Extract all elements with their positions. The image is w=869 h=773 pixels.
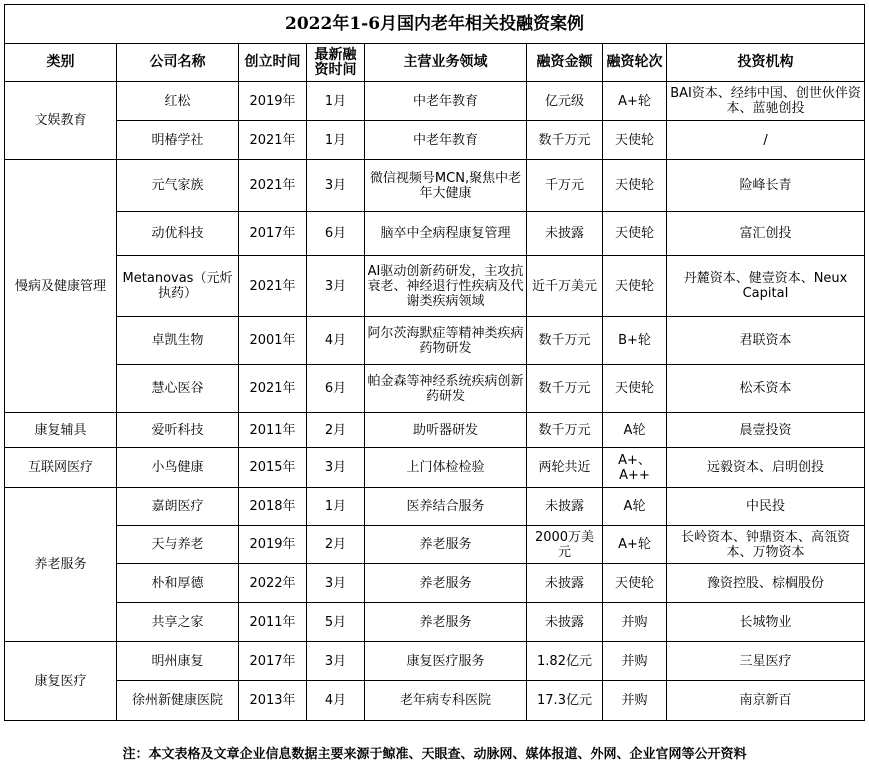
business-area: 养老服务 (365, 526, 527, 564)
latest-financing-month: 3月 (307, 564, 365, 603)
header-company: 公司名称 (117, 44, 239, 82)
company-name: 共享之家 (117, 603, 239, 642)
table-row (5, 526, 865, 564)
financing-amount: 千万元 (527, 160, 603, 212)
investors: 南京新百 (667, 681, 865, 721)
table-row (5, 603, 865, 642)
business-area: 帕金森等神经系统疾病创新药研发 (365, 365, 527, 413)
investors: 松禾资本 (667, 365, 865, 413)
business-area: 养老服务 (365, 603, 527, 642)
company-name: 卓凯生物 (117, 317, 239, 365)
financing-amount: 未披露 (527, 564, 603, 603)
founded-year: 2001年 (239, 317, 307, 365)
investors: 远毅资本、启明创投 (667, 448, 865, 488)
table-row (5, 160, 865, 212)
financing-amount: 近千万美元 (527, 256, 603, 317)
financing-round: 并购 (603, 603, 667, 642)
header-amount: 融资金额 (527, 44, 603, 82)
company-name: 元气家族 (117, 160, 239, 212)
investors: / (667, 121, 865, 160)
header-latest-financing: 最新融资时间 (307, 44, 365, 82)
company-name: 徐州新健康医院 (117, 681, 239, 721)
header-founded: 创立时间 (239, 44, 307, 82)
table-body (5, 82, 865, 721)
financing-amount: 1.82亿元 (527, 642, 603, 681)
investors: 长岭资本、钟鼎资本、高瓴资本、万物资本 (667, 526, 865, 564)
investors: 长城物业 (667, 603, 865, 642)
business-area: 中老年教育 (365, 82, 527, 121)
financing-amount: 数千万元 (527, 121, 603, 160)
investors: 富汇创投 (667, 212, 865, 256)
category-cell: 康复医疗 (5, 642, 117, 721)
table-row (5, 365, 865, 413)
category-cell: 慢病及健康管理 (5, 160, 117, 413)
business-area: 医养结合服务 (365, 488, 527, 526)
business-area: 脑卒中全病程康复管理 (365, 212, 527, 256)
business-area: 微信视频号MCN,聚焦中老年大健康 (365, 160, 527, 212)
financing-round: 天使轮 (603, 564, 667, 603)
financing-round: 天使轮 (603, 121, 667, 160)
financing-round: A轮 (603, 488, 667, 526)
header-investors: 投资机构 (667, 44, 865, 82)
financing-amount: 2000万美元 (527, 526, 603, 564)
financing-amount: 两轮共近 (527, 448, 603, 488)
footnote (0, 743, 869, 762)
founded-year: 2017年 (239, 212, 307, 256)
business-area: 康复医疗服务 (365, 642, 527, 681)
financing-amount: 未披露 (527, 212, 603, 256)
investors: 豫资控股、棕榈股份 (667, 564, 865, 603)
company-name: 嘉朗医疗 (117, 488, 239, 526)
financing-amount: 未披露 (527, 603, 603, 642)
header-round: 融资轮次 (603, 44, 667, 82)
financing-amount: 数千万元 (527, 365, 603, 413)
company-name: 爱听科技 (117, 413, 239, 448)
founded-year: 2022年 (239, 564, 307, 603)
financing-round: A轮 (603, 413, 667, 448)
financing-amount: 17.3亿元 (527, 681, 603, 721)
founded-year: 2019年 (239, 82, 307, 121)
table-row (5, 448, 865, 488)
table-row (5, 256, 865, 317)
investment-table (4, 4, 865, 721)
investors: 丹麓资本、健壹资本、Neux CapitaI (667, 256, 865, 317)
financing-round: A+轮 (603, 526, 667, 564)
company-name: 朴和厚德 (117, 564, 239, 603)
latest-financing-month: 1月 (307, 82, 365, 121)
business-area: 阿尔茨海默症等精神类疾病药物研发 (365, 317, 527, 365)
table-row (5, 642, 865, 681)
financing-round: 并购 (603, 681, 667, 721)
financing-round: 天使轮 (603, 365, 667, 413)
latest-financing-month: 2月 (307, 413, 365, 448)
latest-financing-month: 4月 (307, 681, 365, 721)
latest-financing-month: 3月 (307, 160, 365, 212)
business-area: 中老年教育 (365, 121, 527, 160)
latest-financing-month: 3月 (307, 256, 365, 317)
category-cell: 文娱教育 (5, 82, 117, 160)
latest-financing-month: 6月 (307, 365, 365, 413)
investors: 晨壹投资 (667, 413, 865, 448)
business-area: 养老服务 (365, 564, 527, 603)
latest-financing-month: 1月 (307, 121, 365, 160)
table-row (5, 82, 865, 121)
category-cell: 养老服务 (5, 488, 117, 642)
founded-year: 2011年 (239, 413, 307, 448)
financing-amount: 未披露 (527, 488, 603, 526)
table-row (5, 121, 865, 160)
founded-year: 2017年 (239, 642, 307, 681)
category-cell: 康复辅具 (5, 413, 117, 448)
founded-year: 2011年 (239, 603, 307, 642)
latest-financing-month: 3月 (307, 448, 365, 488)
table-row (5, 564, 865, 603)
financing-round: A+、 A++ (603, 448, 667, 488)
table-title: 2022年1-6月国内老年相关投融资案例 (5, 5, 865, 44)
table-row (5, 212, 865, 256)
company-name: 慧心医谷 (117, 365, 239, 413)
business-area: 助听器研发 (365, 413, 527, 448)
header-category: 类别 (5, 44, 117, 82)
company-name: 明州康复 (117, 642, 239, 681)
table-row (5, 681, 865, 721)
table-row (5, 488, 865, 526)
latest-financing-month: 2月 (307, 526, 365, 564)
investors: 三星医疗 (667, 642, 865, 681)
investors: 险峰长青 (667, 160, 865, 212)
financing-round: 天使轮 (603, 256, 667, 317)
financing-round: 天使轮 (603, 160, 667, 212)
investors: BAI资本、经纬中国、创世伙伴资本、蓝驰创投 (667, 82, 865, 121)
company-name: 天与养老 (117, 526, 239, 564)
latest-financing-month: 3月 (307, 642, 365, 681)
company-name: 动优科技 (117, 212, 239, 256)
table-row (5, 413, 865, 448)
latest-financing-month: 4月 (307, 317, 365, 365)
category-cell: 互联网医疗 (5, 448, 117, 488)
financing-amount: 数千万元 (527, 413, 603, 448)
financing-round: A+轮 (603, 82, 667, 121)
latest-financing-month: 5月 (307, 603, 365, 642)
founded-year: 2019年 (239, 526, 307, 564)
investors: 君联资本 (667, 317, 865, 365)
founded-year: 2021年 (239, 121, 307, 160)
founded-year: 2021年 (239, 365, 307, 413)
financing-amount: 亿元级 (527, 82, 603, 121)
founded-year: 2021年 (239, 256, 307, 317)
company-name: 红松 (117, 82, 239, 121)
table-row (5, 317, 865, 365)
financing-round: 并购 (603, 642, 667, 681)
header-business: 主营业务领域 (365, 44, 527, 82)
founded-year: 2015年 (239, 448, 307, 488)
business-area: 上门体检检验 (365, 448, 527, 488)
company-name: 小鸟健康 (117, 448, 239, 488)
company-name: 明椿学社 (117, 121, 239, 160)
founded-year: 2018年 (239, 488, 307, 526)
business-area: AI驱动创新药研发，主攻抗衰老、神经退行性疾病及代谢类疾病领域 (365, 256, 527, 317)
investors: 中民投 (667, 488, 865, 526)
financing-round: 天使轮 (603, 212, 667, 256)
business-area: 老年病专科医院 (365, 681, 527, 721)
founded-year: 2013年 (239, 681, 307, 721)
financing-round: B+轮 (603, 317, 667, 365)
latest-financing-month: 6月 (307, 212, 365, 256)
footnote-text: 注：本文表格及文章企业信息数据主要来源于鲸准、天眼查、动脉网、媒体报道、外网、企业官网等公开资料 (122, 747, 747, 762)
latest-financing-month: 1月 (307, 488, 365, 526)
financing-amount: 数千万元 (527, 317, 603, 365)
company-name: Metanovas（元炘执药） (117, 256, 239, 317)
founded-year: 2021年 (239, 160, 307, 212)
